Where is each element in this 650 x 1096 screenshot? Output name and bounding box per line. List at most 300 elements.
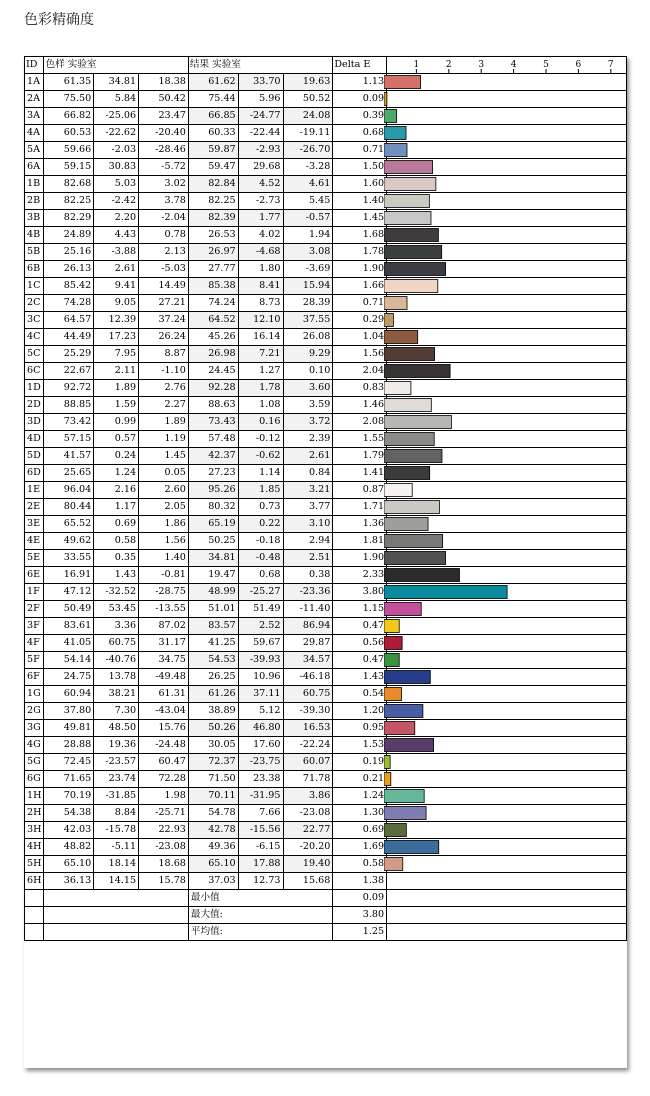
sample-l: 25.16 [44, 244, 94, 261]
result-l: 26.25 [188, 669, 238, 686]
row-id: 4G [25, 737, 44, 754]
delta-e-value: 2.33 [333, 567, 387, 584]
sample-b: -28.46 [139, 142, 189, 159]
sample-a: 0.58 [94, 533, 139, 550]
delta-e-bar [384, 399, 431, 412]
result-b: 0.10 [283, 363, 333, 380]
sample-l: 44.49 [44, 329, 94, 346]
sample-b: -25.71 [139, 805, 189, 822]
delta-e-bar [384, 93, 387, 106]
delta-e-bar [384, 76, 421, 89]
row-id: 4A [25, 125, 44, 142]
delta-e-value: 1.55 [333, 431, 387, 448]
delta-e-value: 1.45 [333, 210, 387, 227]
row-id: 6D [25, 465, 44, 482]
result-b: 3.21 [283, 482, 333, 499]
sample-b: 72.28 [139, 771, 189, 788]
header-result-lab: 结果 实验室 [188, 57, 332, 74]
result-b: -0.57 [283, 210, 333, 227]
sample-b: 1.19 [139, 431, 189, 448]
result-a: 5.96 [238, 91, 283, 108]
row-id: 5C [25, 346, 44, 363]
result-l: 82.84 [188, 176, 238, 193]
result-l: 95.26 [188, 482, 238, 499]
result-b: 16.53 [283, 720, 333, 737]
sample-a: 1.59 [94, 397, 139, 414]
result-b: 60.75 [283, 686, 333, 703]
result-a: -0.62 [238, 448, 283, 465]
sample-b: 60.47 [139, 754, 189, 771]
result-a: 12.10 [238, 312, 283, 329]
delta-e-value: 1.60 [333, 176, 387, 193]
sample-a: 3.36 [94, 618, 139, 635]
row-id: 2G [25, 703, 44, 720]
sample-l: 49.62 [44, 533, 94, 550]
delta-e-value: 1.66 [333, 278, 387, 295]
row-id: 5F [25, 652, 44, 669]
sample-b: 18.68 [139, 856, 189, 873]
delta-e-value: 1.13 [333, 74, 387, 91]
delta-e-bar [384, 586, 507, 599]
result-b: 3.86 [283, 788, 333, 805]
sample-l: 41.05 [44, 635, 94, 652]
sample-a: 0.99 [94, 414, 139, 431]
result-a: 1.80 [238, 261, 283, 278]
result-l: 51.01 [188, 601, 238, 618]
sample-b: 27.21 [139, 295, 189, 312]
result-a: 7.21 [238, 346, 283, 363]
sample-b: 1.45 [139, 448, 189, 465]
footer-max-label: 最大值: [188, 907, 332, 924]
result-a: 5.12 [238, 703, 283, 720]
result-l: 24.45 [188, 363, 238, 380]
result-b: 2.61 [283, 448, 333, 465]
sample-l: 42.03 [44, 822, 94, 839]
delta-e-bar [384, 484, 412, 497]
sample-l: 82.68 [44, 176, 94, 193]
row-id: 4F [25, 635, 44, 652]
delta-e-value: 1.69 [333, 839, 387, 856]
sample-a: 12.39 [94, 312, 139, 329]
result-l: 66.85 [188, 108, 238, 125]
result-l: 92.28 [188, 380, 238, 397]
footer-max-value: 3.80 [333, 907, 387, 924]
result-a: 10.96 [238, 669, 283, 686]
row-id: 2C [25, 295, 44, 312]
sample-a: -2.03 [94, 142, 139, 159]
delta-e-bar [384, 382, 411, 395]
sample-a: -2.42 [94, 193, 139, 210]
row-id: 2H [25, 805, 44, 822]
sample-b: 22.93 [139, 822, 189, 839]
delta-e-bar [384, 178, 436, 191]
footer-min-label: 最小值 [188, 890, 332, 907]
delta-e-value: 1.24 [333, 788, 387, 805]
result-b: 19.63 [283, 74, 333, 91]
result-b: 86.94 [283, 618, 333, 635]
result-a: -24.77 [238, 108, 283, 125]
footer-average-value: 1.25 [333, 924, 387, 941]
row-id: 4C [25, 329, 44, 346]
sample-b: -23.08 [139, 839, 189, 856]
result-l: 48.99 [188, 584, 238, 601]
result-b: 2.94 [283, 533, 333, 550]
sample-b: -20.40 [139, 125, 189, 142]
result-l: 74.24 [188, 295, 238, 312]
row-id: 2F [25, 601, 44, 618]
sample-a: 0.69 [94, 516, 139, 533]
delta-e-value: 1.90 [333, 550, 387, 567]
sample-a: 7.95 [94, 346, 139, 363]
sample-l: 96.04 [44, 482, 94, 499]
result-a: -23.75 [238, 754, 283, 771]
result-a: 8.41 [238, 278, 283, 295]
row-id: 6H [25, 873, 44, 890]
row-id: 3F [25, 618, 44, 635]
sample-l: 54.14 [44, 652, 94, 669]
result-a: 1.77 [238, 210, 283, 227]
delta-e-bar [384, 416, 451, 429]
header-delta-e: Delta E [333, 57, 387, 74]
result-a: 59.67 [238, 635, 283, 652]
delta-e-bar [384, 195, 429, 208]
delta-e-bar [384, 348, 435, 361]
result-l: 45.26 [188, 329, 238, 346]
sample-l: 25.65 [44, 465, 94, 482]
result-b: -3.69 [283, 261, 333, 278]
sample-b: 18.38 [139, 74, 189, 91]
sample-a: 9.41 [94, 278, 139, 295]
delta-e-bar [384, 161, 433, 174]
delta-e-value: 0.95 [333, 720, 387, 737]
sample-b: -5.72 [139, 159, 189, 176]
result-l: 82.25 [188, 193, 238, 210]
result-l: 42.78 [188, 822, 238, 839]
result-b: -46.18 [283, 669, 333, 686]
delta-e-value: 1.43 [333, 669, 387, 686]
result-b: -20.20 [283, 839, 333, 856]
result-a: 0.73 [238, 499, 283, 516]
sample-l: 26.13 [44, 261, 94, 278]
delta-e-bar [384, 569, 459, 582]
result-b: 37.55 [283, 312, 333, 329]
sample-b: 0.78 [139, 227, 189, 244]
sample-b: -24.48 [139, 737, 189, 754]
result-a: -31.95 [238, 788, 283, 805]
delta-e-bar [384, 467, 430, 480]
result-l: 65.10 [188, 856, 238, 873]
sample-l: 60.53 [44, 125, 94, 142]
result-l: 75.44 [188, 91, 238, 108]
result-l: 38.89 [188, 703, 238, 720]
result-l: 72.37 [188, 754, 238, 771]
result-l: 59.87 [188, 142, 238, 159]
delta-e-bar [384, 858, 403, 871]
result-l: 85.38 [188, 278, 238, 295]
delta-e-value: 1.15 [333, 601, 387, 618]
delta-e-bar [384, 637, 402, 650]
sample-l: 82.25 [44, 193, 94, 210]
sample-a: 60.75 [94, 635, 139, 652]
result-l: 37.03 [188, 873, 238, 890]
result-l: 59.47 [188, 159, 238, 176]
result-a: -39.93 [238, 652, 283, 669]
delta-e-bar [384, 229, 438, 242]
x-tick-label: 3 [478, 60, 485, 70]
row-id: 1E [25, 482, 44, 499]
row-id: 1A [25, 74, 44, 91]
sample-l: 25.29 [44, 346, 94, 363]
sample-l: 24.75 [44, 669, 94, 686]
sample-a: 53.45 [94, 601, 139, 618]
result-b: 3.59 [283, 397, 333, 414]
result-a: 4.02 [238, 227, 283, 244]
result-a: -0.48 [238, 550, 283, 567]
sample-b: 1.86 [139, 516, 189, 533]
result-b: -23.36 [283, 584, 333, 601]
sample-a: 30.83 [94, 159, 139, 176]
result-b: 9.29 [283, 346, 333, 363]
result-a: -2.73 [238, 193, 283, 210]
sample-a: 5.03 [94, 176, 139, 193]
delta-e-value: 3.80 [333, 584, 387, 601]
sample-a: -23.57 [94, 754, 139, 771]
sample-l: 64.57 [44, 312, 94, 329]
sample-a: -15.78 [94, 822, 139, 839]
result-a: 4.52 [238, 176, 283, 193]
sample-b: 23.47 [139, 108, 189, 125]
row-id: 5A [25, 142, 44, 159]
delta-e-value: 0.71 [333, 142, 387, 159]
result-l: 88.63 [188, 397, 238, 414]
x-tick-label: 7 [607, 60, 614, 70]
sample-l: 61.35 [44, 74, 94, 91]
result-b: -23.08 [283, 805, 333, 822]
sample-a: 7.30 [94, 703, 139, 720]
row-id: 6E [25, 567, 44, 584]
result-a: 23.38 [238, 771, 283, 788]
sample-b: 3.02 [139, 176, 189, 193]
result-l: 64.52 [188, 312, 238, 329]
delta-e-bar [384, 824, 406, 837]
sample-l: 85.42 [44, 278, 94, 295]
sample-b: 15.78 [139, 873, 189, 890]
sample-l: 54.38 [44, 805, 94, 822]
row-id: 4H [25, 839, 44, 856]
delta-e-bar [384, 535, 443, 548]
result-b: 15.94 [283, 278, 333, 295]
result-a: 1.85 [238, 482, 283, 499]
delta-e-bar [384, 110, 397, 123]
sample-a: 18.14 [94, 856, 139, 873]
result-b: 71.78 [283, 771, 333, 788]
sample-a: 0.35 [94, 550, 139, 567]
table-row [25, 873, 627, 890]
delta-e-bar [384, 212, 431, 225]
result-l: 54.53 [188, 652, 238, 669]
sample-l: 92.72 [44, 380, 94, 397]
result-b: 0.38 [283, 567, 333, 584]
sample-l: 16.91 [44, 567, 94, 584]
x-tick-label: 6 [575, 60, 582, 70]
sample-b: 37.24 [139, 312, 189, 329]
delta-e-value: 0.39 [333, 108, 387, 125]
row-id: 2B [25, 193, 44, 210]
delta-e-axis [384, 57, 627, 74]
sample-b: 2.76 [139, 380, 189, 397]
sample-b: 34.75 [139, 652, 189, 669]
result-l: 65.19 [188, 516, 238, 533]
result-b: 19.40 [283, 856, 333, 873]
sample-a: 48.50 [94, 720, 139, 737]
sample-a: 19.36 [94, 737, 139, 754]
delta-e-bar [384, 654, 399, 667]
result-b: 5.45 [283, 193, 333, 210]
sample-l: 65.10 [44, 856, 94, 873]
sample-b: -0.81 [139, 567, 189, 584]
delta-e-bar [384, 841, 439, 854]
sample-a: 34.81 [94, 74, 139, 91]
row-id: 3B [25, 210, 44, 227]
delta-e-value: 0.21 [333, 771, 387, 788]
sample-a: 4.43 [94, 227, 139, 244]
delta-e-bar [384, 127, 406, 140]
sample-b: -43.04 [139, 703, 189, 720]
row-id: 4D [25, 431, 44, 448]
delta-e-value: 1.46 [333, 397, 387, 414]
result-a: -22.44 [238, 125, 283, 142]
row-id: 2D [25, 397, 44, 414]
result-b: 0.84 [283, 465, 333, 482]
sample-a: 2.16 [94, 482, 139, 499]
delta-e-bar [384, 756, 390, 769]
footer-average-label: 平均值: [188, 924, 332, 941]
delta-e-bar [384, 144, 407, 157]
result-a: -6.15 [238, 839, 283, 856]
sample-l: 71.65 [44, 771, 94, 788]
result-a: 1.08 [238, 397, 283, 414]
delta-e-value: 1.36 [333, 516, 387, 533]
sample-a: 0.57 [94, 431, 139, 448]
result-l: 19.47 [188, 567, 238, 584]
delta-e-bar [384, 620, 399, 633]
sample-l: 60.94 [44, 686, 94, 703]
result-a: 8.73 [238, 295, 283, 312]
result-b: 4.61 [283, 176, 333, 193]
sample-l: 24.89 [44, 227, 94, 244]
result-l: 57.48 [188, 431, 238, 448]
sample-b: 26.24 [139, 329, 189, 346]
row-id: 2E [25, 499, 44, 516]
sample-l: 28.88 [44, 737, 94, 754]
result-a: -0.12 [238, 431, 283, 448]
result-b: -19.11 [283, 125, 333, 142]
sample-b: 2.05 [139, 499, 189, 516]
sample-l: 59.66 [44, 142, 94, 159]
sample-l: 66.82 [44, 108, 94, 125]
delta-e-value: 1.56 [333, 346, 387, 363]
delta-e-bar [384, 297, 407, 310]
delta-e-bar [384, 314, 393, 327]
row-id: 6B [25, 261, 44, 278]
sample-l: 59.15 [44, 159, 94, 176]
sample-b: 50.42 [139, 91, 189, 108]
delta-e-bar [384, 552, 446, 565]
delta-e-value: 0.54 [333, 686, 387, 703]
result-a: 29.68 [238, 159, 283, 176]
sample-b: 1.40 [139, 550, 189, 567]
sample-a: 2.20 [94, 210, 139, 227]
delta-e-value: 1.78 [333, 244, 387, 261]
sample-b: -28.75 [139, 584, 189, 601]
delta-e-value: 0.83 [333, 380, 387, 397]
sample-l: 72.45 [44, 754, 94, 771]
sample-a: -22.62 [94, 125, 139, 142]
sample-b: -1.10 [139, 363, 189, 380]
sample-l: 48.82 [44, 839, 94, 856]
result-a: 51.49 [238, 601, 283, 618]
row-id: 1F [25, 584, 44, 601]
sample-b: 15.76 [139, 720, 189, 737]
page-title: 色彩精确度 [24, 12, 94, 28]
delta-e-value: 1.53 [333, 737, 387, 754]
sample-b: -49.48 [139, 669, 189, 686]
delta-e-value: 0.47 [333, 652, 387, 669]
sample-a: 1.43 [94, 567, 139, 584]
x-tick-label: 4 [510, 60, 517, 70]
result-l: 50.25 [188, 533, 238, 550]
result-a: 37.11 [238, 686, 283, 703]
footer-row-average [25, 924, 627, 941]
result-b: 34.57 [283, 652, 333, 669]
result-a: -2.93 [238, 142, 283, 159]
row-id: 5B [25, 244, 44, 261]
sample-b: 1.89 [139, 414, 189, 431]
result-l: 71.50 [188, 771, 238, 788]
delta-e-value: 0.71 [333, 295, 387, 312]
delta-e-value: 1.68 [333, 227, 387, 244]
result-l: 30.05 [188, 737, 238, 754]
result-l: 27.77 [188, 261, 238, 278]
row-id: 3C [25, 312, 44, 329]
result-a: 12.73 [238, 873, 283, 890]
delta-e-bar [384, 246, 442, 259]
sample-b: 87.02 [139, 618, 189, 635]
delta-e-value: 0.56 [333, 635, 387, 652]
delta-e-bar [384, 671, 430, 684]
result-b: 3.77 [283, 499, 333, 516]
delta-e-bar [384, 603, 421, 616]
sample-a: 2.11 [94, 363, 139, 380]
row-id: 3D [25, 414, 44, 431]
result-b: 28.39 [283, 295, 333, 312]
row-id: 1D [25, 380, 44, 397]
row-id: 5G [25, 754, 44, 771]
delta-e-value: 0.87 [333, 482, 387, 499]
delta-e-value: 1.81 [333, 533, 387, 550]
sample-l: 33.55 [44, 550, 94, 567]
delta-e-bar [384, 450, 442, 463]
row-id: 5E [25, 550, 44, 567]
sample-l: 41.57 [44, 448, 94, 465]
result-b: 3.72 [283, 414, 333, 431]
result-l: 49.36 [188, 839, 238, 856]
delta-e-bars [384, 74, 627, 874]
result-a: 7.66 [238, 805, 283, 822]
sample-l: 57.15 [44, 431, 94, 448]
delta-e-bar [384, 722, 415, 735]
result-a: 0.68 [238, 567, 283, 584]
